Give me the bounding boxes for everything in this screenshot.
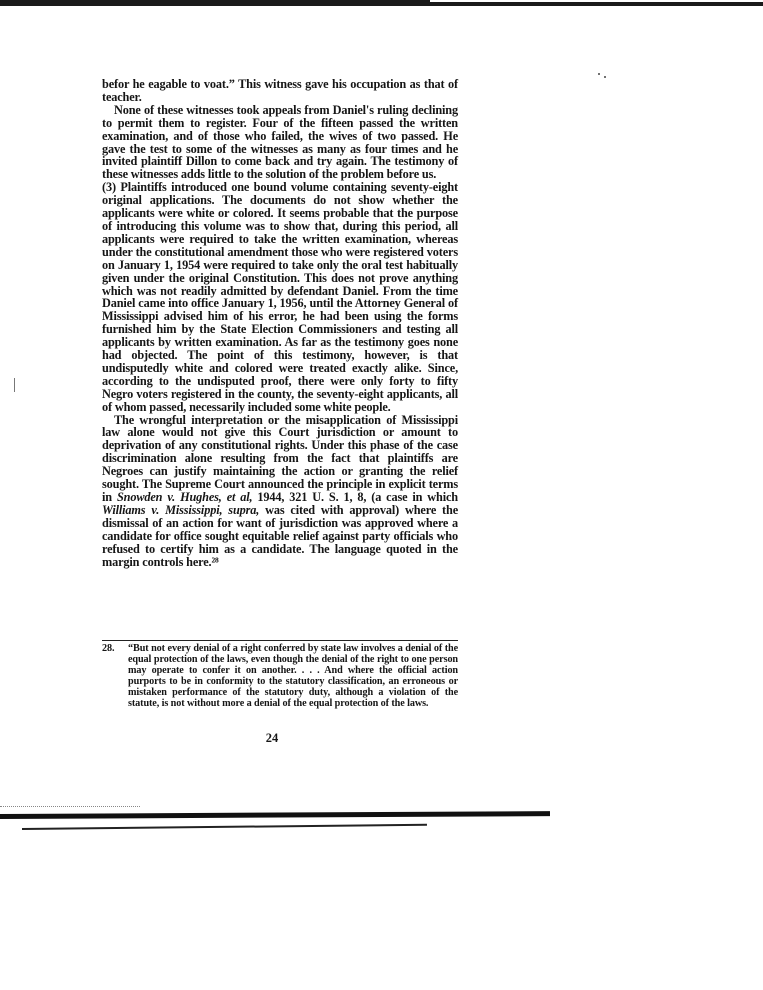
footnote-text: “But not every denial of a right conferred by state law involves a denial of the equal protection of the laws, even though the denial of the right to one person may operate to confer it on another. . . . And where the official action purports to be in conformity to the statutory classification, an erroneous or mistaken performance of the statutory duty, although a violation of the statute, is not without more a denial of the equal protection of the laws. — [128, 643, 458, 709]
document-body — [102, 78, 458, 568]
paragraph — [102, 104, 458, 181]
scan-bottom-dots — [0, 806, 140, 808]
scan-bottom-rule-thin — [22, 824, 427, 830]
paragraph-text: befor he eagable to voat.” This witness gave his occupation as that of teacher. — [102, 77, 458, 104]
paragraph-text: (3) Plaintiffs introduced one bound volume containing seventy-eight original applications. The documents do not show whether the applicants were white or colored. It seems probable that the purpose of introducing this volume was to show that, during this period, all applicants were required to take the written examination, whereas under the constitutional amendment those who were registered voters on January 1, 1954 were required to take only the oral test habitually given under the original Constitution. This does not prove anything which was not readily admitted by defendant Daniel. From the time Daniel came into office January 1, 1956, until the Attorney General of Mississippi advised him of his error, he had been using the forms furnished him by the State Election Commissioners and testing all applicants by written examination. As far as the testimony goes none had objected. The point of this testimony, however, is that undisputedly white and colored were treated exactly alike. Since, according to the undisputed proof, there were only forty to fifty Negro voters registered in the county, the seventy-eight applicants, all of whom passed, necessarily included some white people. — [102, 180, 458, 414]
case-citation: Snowden v. Hughes, et al, — [116, 490, 253, 504]
scan-speck — [598, 73, 600, 75]
scan-margin-mark — [14, 378, 15, 392]
footnote-number: 28. — [102, 643, 115, 654]
footnote-divider — [102, 640, 458, 641]
paragraph-text: None of these witnesses took appeals from Daniel's ruling declining to permit them to register. Four of the fifteen passed the written examination, and of those who failed, the wives of two passed. He gave the test to some of the witnesses as many as four times and he invited plaintiff Dillon to come back and try again. The testimony of these witnesses adds little to the solution of the problem before us. — [102, 102, 458, 182]
scan-speck — [604, 76, 606, 78]
scan-bottom-rule — [0, 811, 550, 819]
scan-top-border-gap — [430, 0, 763, 2]
paragraph — [102, 414, 458, 569]
paragraph — [102, 181, 458, 413]
page-number: 24 — [265, 731, 279, 745]
case-citation: Williams v. Mississippi, supra, — [102, 502, 260, 517]
paragraph-text: 1944, 321 U. S. 1, 8, (a case in which — [252, 490, 458, 504]
paragraph — [102, 78, 458, 104]
paragraph-text: was cited with approval) where the dismissal of an action for want of jurisdiction was approved where a candidate for office sought equitable relief against party officials who refused to certify him as a candidate. The language quoted in the margin controls here.²⁸ — [102, 502, 459, 569]
footnote — [102, 643, 458, 709]
paragraph-text: The wrongful interpretation or the misapplication of Mississippi law alone would not give this Court jurisdiction or amount to deprivation of any constitutional rights. Under this phase of the case discrimination alone resulting from the fact that plaintiffs are Negroes can justify maintaining the action or granting the relief sought. The Supreme Court announced the principle in explicit terms in — [102, 412, 458, 504]
